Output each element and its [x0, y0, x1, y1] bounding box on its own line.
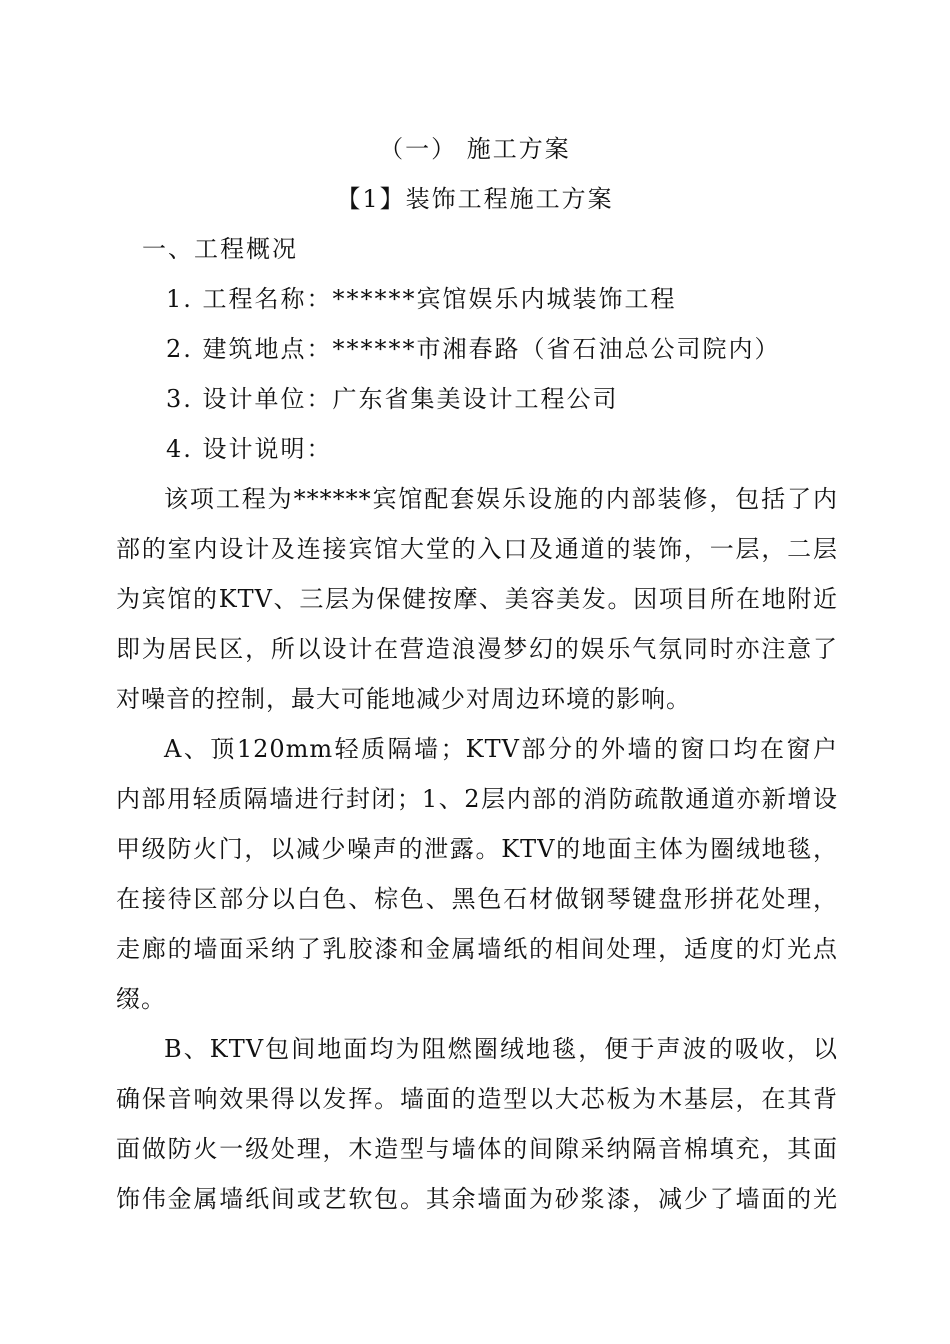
list-item: 1. 工程名称：******宾馆娱乐内城装饰工程: [166, 285, 677, 313]
document-subtitle: 【1】装饰工程施工方案: [336, 185, 614, 213]
paragraph-line: 该项工程为******宾馆配套娱乐设施的内部装修，包括了内: [164, 485, 838, 513]
paragraph-line: 为宾馆的KTV、三层为保健按摩、美容美发。因项目所在地附近: [116, 585, 838, 613]
paragraph-line: 确保音响效果得以发挥。墙面的造型以大芯板为木基层，在其背: [116, 1085, 838, 1113]
paragraph-line: 走廊的墙面采纳了乳胶漆和金属墙纸的相间处理，适度的灯光点: [116, 935, 838, 963]
list-item: 4. 设计说明：: [166, 435, 333, 463]
paragraph-line: A、顶120mm轻质隔墙；KTV部分的外墙的窗口均在窗户: [164, 735, 838, 763]
paragraph-line: 面做防火一级处理，木造型与墙体的间隙采纳隔音棉填充，其面: [116, 1135, 838, 1163]
paragraph-line: B、KTV包间地面均为阻燃圈绒地毯，便于声波的吸收，以: [164, 1035, 838, 1063]
paragraph-line: 甲级防火门，以减少噪声的泄露。KTV的地面主体为圈绒地毯，: [116, 835, 838, 863]
paragraph-line: 对噪音的控制，最大可能地减少对周边环境的影响。: [116, 685, 691, 713]
list-item: 3. 设计单位：广东省集美设计工程公司: [166, 385, 619, 413]
paragraph-line: 缀。: [116, 985, 166, 1013]
paragraph-line: 部的室内设计及连接宾馆大堂的入口及通道的装饰，一层，二层: [116, 535, 838, 563]
heading-project-overview: 一、工程概况: [142, 235, 298, 263]
paragraph-line: 饰伟金属墙纸间或艺软包。其余墙面为砂浆漆，减少了墙面的光: [116, 1185, 838, 1213]
paragraph-line: 即为居民区，所以设计在营造浪漫梦幻的娱乐气氛同时亦注意了: [116, 635, 838, 663]
section-title: （一） 施工方案: [379, 135, 571, 163]
paragraph-line: 内部用轻质隔墙进行封闭；1、2层内部的消防疏散通道亦新增设: [116, 785, 838, 813]
list-item: 2. 建筑地点：******市湘春路（省石油总公司院内）: [166, 335, 781, 363]
paragraph-line: 在接待区部分以白色、棕色、黑色石材做钢琴键盘形拼花处理，: [116, 885, 838, 913]
